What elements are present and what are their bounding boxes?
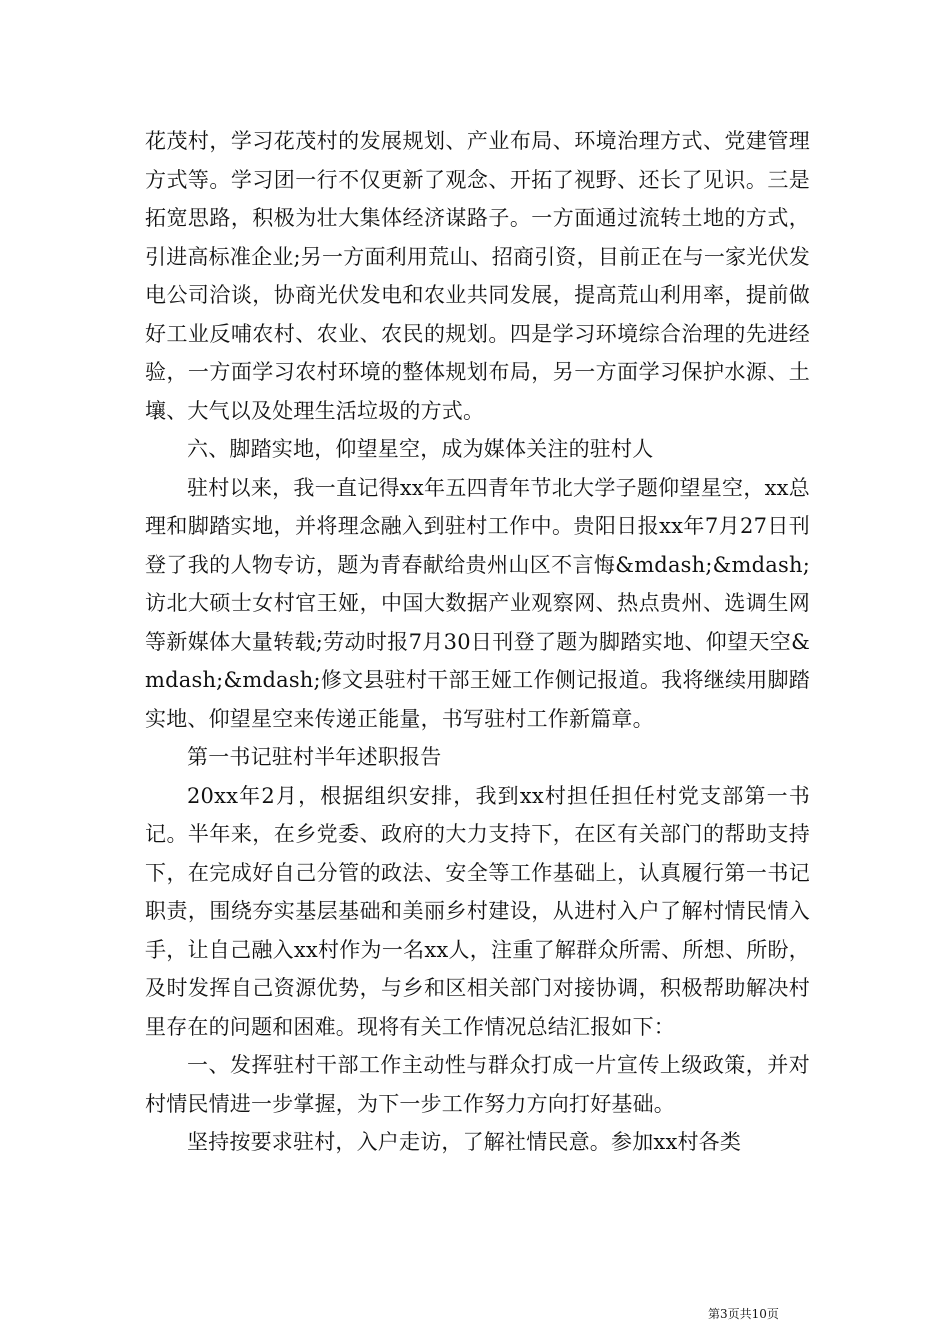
paragraph-media-attention: 驻村以来，我一直记得xx年五四青年节北大学子题仰望星空，xx总理和脚踏实地，并将理念融入到驻村工作中。贵阳日报xx年7月27日刊登了我的人物专访，题为青春献给贵州山区不言悔&mdash;&mdash;访北大硕士女村官王娅，中国大数据产业观察网、热点贵州、选调生网等新媒体大量转载;劳动时报7月30日刊登了题为脚踏实地、仰望天空&mdash;&mdash;修文县驻村干部王娅工作侧记报道。我将继续用脚踏实地、仰望星空来传递正能量，书写驻村工作新篇章。	[145, 475, 810, 731]
page-number: 第3页共10页	[708, 1307, 779, 1321]
section-heading-six: 六、脚踏实地，仰望星空，成为媒体关注的驻村人	[187, 437, 654, 461]
section-heading-one: 一、发挥驻村干部工作主动性与群众打成一片宣传上级政策，并对村情民情进一步掌握，为下一步工作努力方向打好基础。	[145, 1053, 810, 1116]
paragraph-report-intro: 20xx年2月，根据组织安排，我到xx村担任担任村党支部第一书记。半年来，在乡党委、政府的大力支持下，在区有关部门的帮助支持下，在完成好自己分管的政法、安全等工作基础上，认真履行第一书记职责，围绕夯实基层基础和美丽乡村建设，从进村入户了解村情民情入手，让自己融入xx村作为一名xx人，注重了解群众所需、所想、所盼，及时发挥自己资源优势，与乡和区相关部门对接协调，积极帮助解决村里存在的问题和困难。现将有关工作情况总结汇报如下：	[145, 783, 810, 1039]
page-footer	[0, 1305, 950, 1325]
paragraph-huamao-study: 花茂村，学习花茂村的发展规划、产业布局、环境治理方式、党建管理方式等。学习团一行不仅更新了观念、开拓了视野、还长了见识。三是拓宽思路，积极为壮大集体经济谋路子。一方面通过流转土地的方式，引进高标准企业;另一方面利用荒山、招商引资，目前正在与一家光伏发电公司洽谈，协商光伏发电和农业共同发展，提高荒山利用率，提前做好工业反哺农村、农业、农民的规划。四是学习环境综合治理的先进经验，一方面学习农村环境的整体规划布局，另一方面学习保护水源、土壤、大气以及处理生活垃圾的方式。	[145, 129, 810, 423]
paragraph-village-visits: 坚持按要求驻村，入户走访，了解社情民意。参加xx村各类	[187, 1130, 742, 1154]
document-body	[145, 122, 810, 1162]
report-title: 第一书记驻村半年述职报告	[187, 745, 442, 769]
